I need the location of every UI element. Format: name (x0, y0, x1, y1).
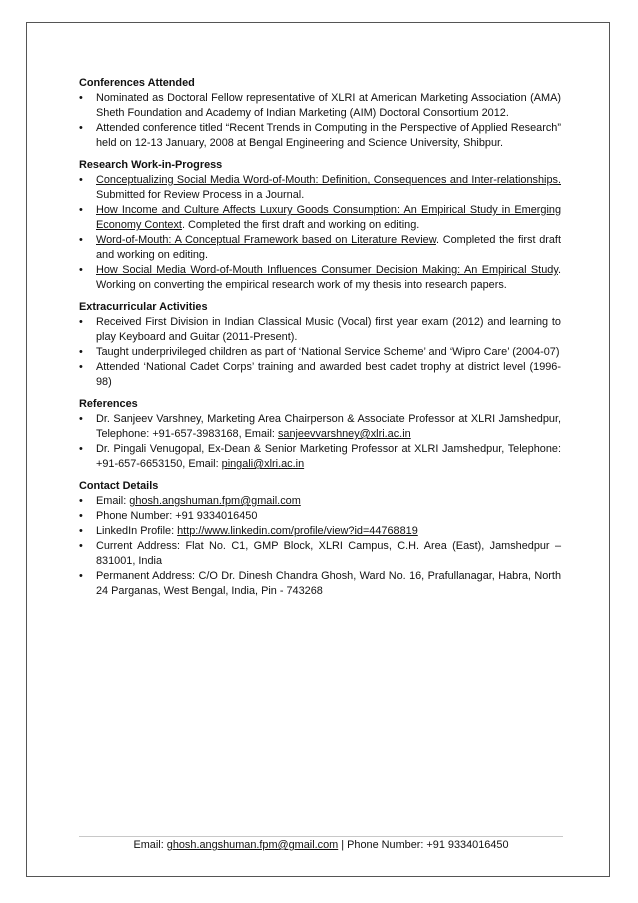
research-title: How Income and Culture Affects Luxury Goods Consumption: An Empirical Study in Emerging Economy Context (96, 204, 561, 231)
list-item (79, 121, 561, 151)
list-item (79, 442, 561, 472)
bullet-icon: • (79, 570, 83, 582)
extracurricular-heading: Extracurricular Activities (79, 301, 208, 313)
list-item (79, 539, 561, 569)
list-item (79, 233, 561, 263)
research-list (79, 173, 561, 293)
bullet-icon: • (79, 510, 83, 522)
research-title: How Social Media Word-of-Mouth Influences Consumer Decision Making: An Empirical Study (96, 264, 558, 276)
research-status: . Completed the first draft and working on editing. (96, 234, 561, 261)
list-item (79, 412, 561, 442)
research-status: Submitted for Review Process in a Journal. (96, 189, 305, 201)
contact-list (79, 494, 561, 599)
bullet-icon: • (79, 361, 83, 373)
contact-email-label: Email: (96, 495, 130, 507)
conference-text: Attended conference titled “Recent Trends in Computing in the Perspective of Applied Research” held on 12-13 January, 2008 at Bengal Engineering and Science University, Shibpur. (96, 122, 561, 149)
list-item (79, 173, 561, 203)
bullet-icon: • (79, 540, 83, 552)
activity-text: Taught underprivileged children as part of ‘National Service Scheme’ and ‘Wipro Care’ (2004-07) (96, 346, 560, 358)
research-section (79, 158, 561, 293)
activity-text: Received First Division in Indian Classical Music (Vocal) first year exam (2012) and learning to play Keyboard and Guitar (2011-Present). (96, 316, 561, 343)
footer-divider (79, 836, 563, 837)
contact-phone: Phone Number: +91 9334016450 (96, 510, 258, 522)
research-status: . Working on converting the empirical research work of my thesis into research papers. (96, 264, 561, 291)
list-item (79, 263, 561, 293)
reference-text: Dr. Pingali Venugopal, Ex-Dean & Senior Marketing Professor at XLRI Jamshedpur, Telephone: +91-657-6653150, Email: (96, 443, 561, 470)
extracurricular-section (79, 300, 561, 390)
bullet-icon: • (79, 346, 83, 358)
conferences-heading: Conferences Attended (79, 77, 195, 89)
research-heading: Research Work-in-Progress (79, 159, 223, 171)
research-title: Conceptualizing Social Media Word-of-Mouth: Definition, Consequences and Inter-relationships. (96, 174, 561, 186)
conferences-list (79, 91, 561, 151)
permanent-address: Permanent Address: C/O Dr. Dinesh Chandra Ghosh, Ward No. 16, Prafullanagar, Habra, North 24 Parganas, West Bengal, India, Pin - 743268 (96, 570, 561, 597)
references-list (79, 412, 561, 472)
reference-email-link[interactable]: sanjeevvarshney@xlri.ac.in (277, 428, 411, 440)
list-item (79, 91, 561, 121)
linkedin-link[interactable]: http://www.linkedin.com/profile/view?id=44768819 (177, 525, 418, 537)
contact-email-link[interactable]: ghosh.angshuman.fpm@gmail.com (129, 495, 301, 507)
resume-page-content (79, 76, 561, 606)
footer-phone: | Phone Number: +91 9334016450 (338, 839, 509, 851)
research-status: . Completed the first draft and working on editing. (181, 219, 420, 231)
current-address: Current Address: Flat No. C1, GMP Block, XLRI Campus, C.H. Area (East), Jamshedpur – 831001, India (96, 540, 561, 567)
footer-email-label: Email: (133, 839, 167, 851)
linkedin-label: LinkedIn Profile: (96, 525, 178, 537)
bullet-icon: • (79, 174, 83, 186)
list-item (79, 315, 561, 345)
bullet-icon: • (79, 443, 83, 455)
footer-email-link[interactable]: ghosh.angshuman.fpm@gmail.com (166, 839, 339, 851)
activity-text: Attended ‘National Cadet Corps’ training and awarded best cadet trophy at district level (1996-98) (96, 361, 561, 388)
list-item (79, 203, 561, 233)
bullet-icon: • (79, 204, 83, 216)
research-title: Word-of-Mouth: A Conceptual Framework based on Literature Review (96, 234, 436, 246)
references-heading: References (79, 398, 138, 410)
list-item (79, 345, 561, 360)
bullet-icon: • (79, 264, 83, 276)
references-section (79, 397, 561, 472)
bullet-icon: • (79, 92, 83, 104)
list-item (79, 360, 561, 390)
reference-email-link[interactable]: pingali@xlri.ac.in (221, 458, 305, 470)
list-item (79, 569, 561, 599)
list-item (79, 524, 561, 539)
list-item (79, 494, 561, 509)
list-item (79, 509, 561, 524)
bullet-icon: • (79, 495, 83, 507)
contact-section (79, 479, 561, 599)
bullet-icon: • (79, 316, 83, 328)
reference-text: Dr. Sanjeev Varshney, Marketing Area Chairperson & Associate Professor at XLRI Jamshedpur, Telephone: +91-657-3983168, Email: (96, 413, 561, 440)
conferences-section (79, 76, 561, 151)
conference-text: Nominated as Doctoral Fellow representative of XLRI at American Marketing Association (AMA) Sheth Foundation and Academy of Indian Marketing (AIM) Doctoral Consortium 2012. (96, 92, 561, 119)
bullet-icon: • (79, 413, 83, 425)
bullet-icon: • (79, 234, 83, 246)
extracurricular-list (79, 315, 561, 390)
bullet-icon: • (79, 122, 83, 134)
page-footer (79, 838, 563, 853)
bullet-icon: • (79, 525, 83, 537)
contact-heading: Contact Details (79, 480, 159, 492)
